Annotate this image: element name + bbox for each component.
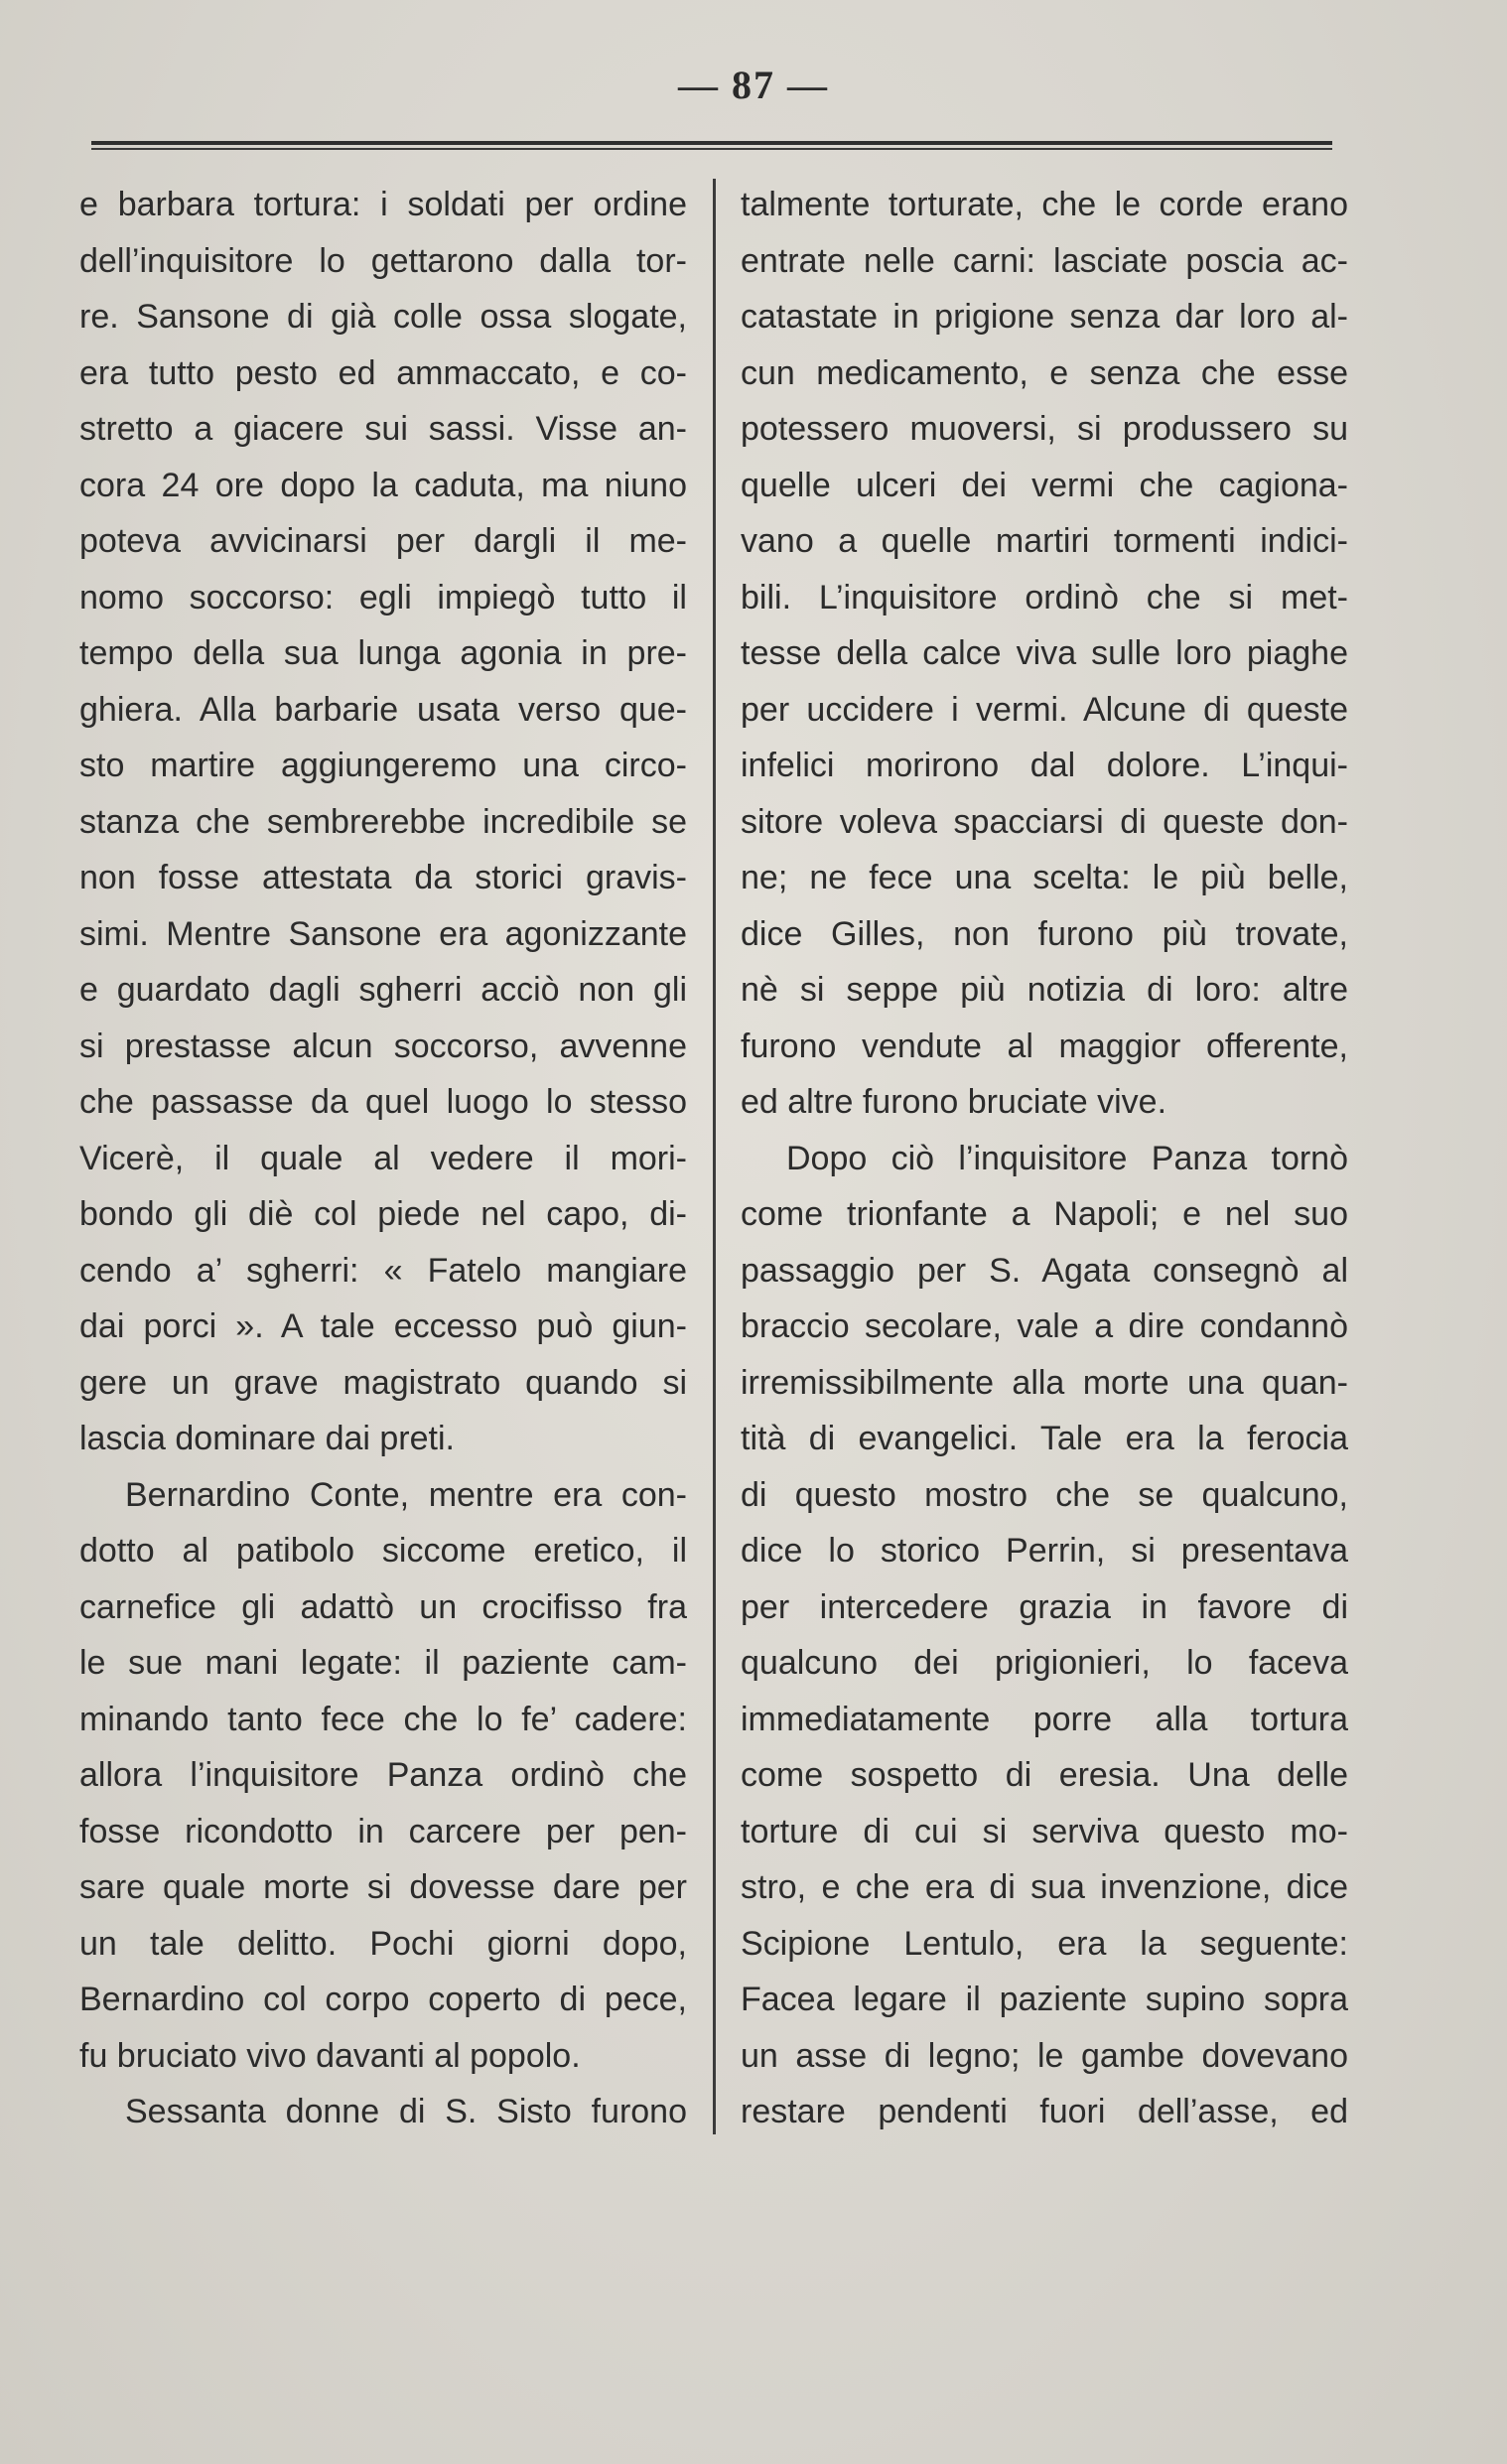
right-column-line: come sospetto di eresia. Una delle <box>741 1756 1348 1794</box>
left-column-line: simi. Mentre Sansone era agonizzante <box>79 914 687 953</box>
left-column-line: Vicerè, il quale al vedere il mori- <box>79 1139 687 1177</box>
right-column-line: un asse di legno; le gambe dovevano <box>741 2036 1348 2075</box>
right-column-line: dice Gilles, non furono più trovate, <box>741 914 1348 953</box>
left-column-line: lascia dominare dai preti. <box>79 1420 455 1457</box>
right-column-line: sitore voleva spacciarsi di queste don- <box>741 802 1348 841</box>
left-column-line: ghiera. Alla barbarie usata verso que- <box>79 690 687 729</box>
right-column-line: per intercedere grazia in favore di <box>741 1587 1348 1626</box>
left-column-line: re. Sansone di già colle ossa slogate, <box>79 298 687 336</box>
right-column-line: furono vendute al maggior offerente, <box>741 1027 1348 1065</box>
right-column-line: di questo mostro che se qualcuno, <box>741 1475 1348 1514</box>
left-column-line: sare quale morte si dovesse dare per <box>79 1868 687 1906</box>
right-column-line: passaggio per S. Agata consegnò al <box>741 1251 1348 1290</box>
left-column-line: bondo gli diè col piede nel capo, di- <box>79 1195 687 1233</box>
right-column-line: irremissibilmente alla morte una quan- <box>741 1363 1348 1402</box>
right-column-line: dice lo storico Perrin, si presentava <box>741 1532 1348 1570</box>
left-column-line: e guardato dagli sgherri acciò non gli <box>79 971 687 1009</box>
left-column-line: non fosse attestata da storici gravis- <box>79 859 687 896</box>
left-column-line: Sessanta donne di S. Sisto furono <box>125 2093 687 2130</box>
right-column-line: ed altre furono bruciate vive. <box>741 1083 1167 1121</box>
right-column-line: cun medicamento, e senza che esse <box>741 353 1348 392</box>
right-column-line: catastate in prigione senza dar loro al- <box>741 298 1348 336</box>
left-column-line: allora l’inquisitore Panza ordinò che <box>79 1756 687 1794</box>
left-column-line: cora 24 ore dopo la caduta, ma niuno <box>79 466 687 504</box>
left-column-line: si prestasse alcun soccorso, avvenne <box>79 1027 687 1065</box>
right-column-line: come trionfante a Napoli; e nel suo <box>741 1195 1348 1233</box>
right-column-line: torture di cui si serviva questo mo- <box>741 1812 1348 1850</box>
left-column-line: era tutto pesto ed ammaccato, e co- <box>79 353 687 392</box>
header-rule <box>91 141 1332 150</box>
right-column-line: Facea legare il paziente supino sopra <box>741 1981 1348 2018</box>
left-column-line: stretto a giacere sui sassi. Visse an- <box>79 410 687 448</box>
page-number: — 87 — <box>678 63 829 107</box>
right-column-line: vano a quelle martiri tormenti indici- <box>741 522 1348 560</box>
left-column-line: Bernardino col corpo coperto di pece, <box>79 1981 687 2018</box>
left-column-line: stanza che sembrerebbe incredibile se <box>79 802 687 841</box>
left-column-line: gere un grave magistrato quando si <box>79 1363 687 1402</box>
right-column-line: Dopo ciò l’inquisitore Panza tornò <box>786 1139 1348 1177</box>
left-column-line: tempo della sua lunga agonia in pre- <box>79 634 687 672</box>
right-column-line: stro, e che era di sua invenzione, dice <box>741 1868 1348 1906</box>
left-column-line: sto martire aggiungeremo una circo- <box>79 747 687 784</box>
right-column-line: infelici morirono dal dolore. L’inqui- <box>741 747 1348 784</box>
right-column-line: immediatamente porre alla tortura <box>741 1700 1348 1738</box>
right-column-line: braccio secolare, vale a dire condannò <box>741 1307 1348 1345</box>
left-column-line: minando tanto fece che lo fe’ cadere: <box>79 1700 687 1738</box>
left-column-line: Bernardino Conte, mentre era con- <box>125 1475 687 1514</box>
right-column-line: qualcuno dei prigionieri, lo faceva <box>741 1644 1348 1682</box>
right-column-line: talmente torturate, che le corde erano <box>741 186 1348 223</box>
right-column-line: entrate nelle carni: lasciate poscia ac- <box>741 241 1348 280</box>
right-column-line: bili. L’inquisitore ordinò che si met- <box>741 578 1348 616</box>
right-column-line: tesse della calce viva sulle loro piaghe <box>741 634 1348 672</box>
left-column-line: dai porci ». A tale eccesso può giun- <box>79 1307 687 1345</box>
right-column-line: ne; ne fece una scelta: le più belle, <box>741 859 1348 896</box>
left-column-line: fosse ricondotto in carcere per pen- <box>79 1812 687 1850</box>
right-column <box>741 177 1348 2140</box>
left-column-line: e barbara tortura: i soldati per ordine <box>79 186 687 223</box>
right-column-line: per uccidere i vermi. Alcune di queste <box>741 690 1348 729</box>
column-divider <box>713 179 716 2134</box>
left-column-line: nomo soccorso: egli impiegò tutto il <box>79 578 687 616</box>
left-column <box>79 177 687 2140</box>
left-column-line: dell’inquisitore lo gettarono dalla tor- <box>79 241 687 280</box>
left-column-line: dotto al patibolo siccome eretico, il <box>79 1532 687 1570</box>
right-column-line: nè si seppe più notizia di loro: altre <box>741 971 1348 1009</box>
left-column-line: carnefice gli adattò un crocifisso fra <box>79 1587 687 1626</box>
right-column-line: potessero muoversi, si produssero su <box>741 410 1348 448</box>
right-column-line: restare pendenti fuori dell’asse, ed <box>741 2093 1348 2130</box>
right-column-line: Scipione Lentulo, era la seguente: <box>741 1924 1348 1963</box>
left-column-line: che passasse da quel luogo lo stesso <box>79 1083 687 1121</box>
left-column-line: cendo a’ sgherri: « Fatelo mangiare <box>79 1251 687 1290</box>
left-column-line: poteva avvicinarsi per dargli il me- <box>79 522 687 560</box>
left-column-line: fu bruciato vivo davanti al popolo. <box>79 2036 581 2075</box>
right-column-line: quelle ulceri dei vermi che cagiona- <box>741 466 1348 504</box>
right-column-line: tità di evangelici. Tale era la ferocia <box>741 1420 1348 1457</box>
left-column-line: un tale delitto. Pochi giorni dopo, <box>79 1924 687 1963</box>
left-column-line: le sue mani legate: il paziente cam- <box>79 1644 687 1682</box>
